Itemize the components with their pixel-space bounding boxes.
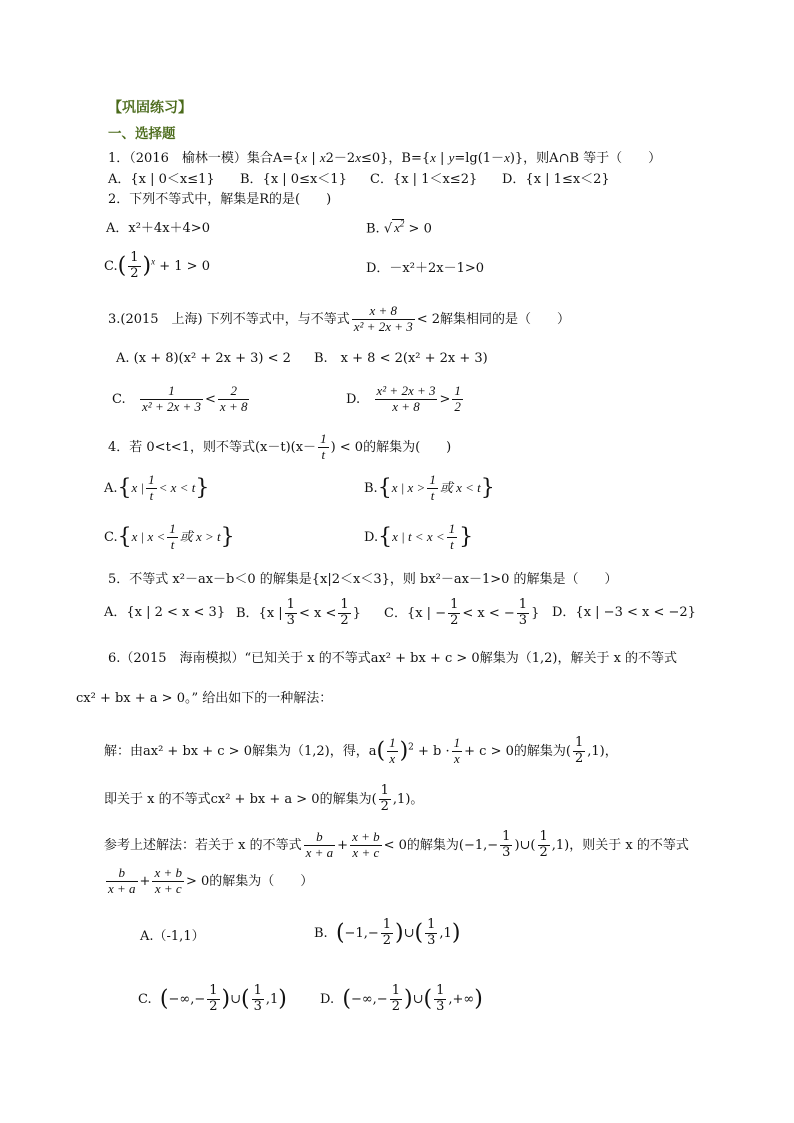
q3-stem: 3.(2015 上海) 下列不等式中，与不等式 $\frac{x + 8}{\text{x² + 2x + 3}}$ < 2解集相同的是（ ） [108, 303, 571, 334]
q4-option-b: B.{x | x > $\frac{1}{t}$ 或 x < t} [364, 472, 495, 503]
q2-option-a: A．x²＋4x＋4>0 [106, 221, 210, 236]
q5-option-a: A．{x | 2 < x < 3} [104, 605, 226, 620]
q5-option-b: B．{x | $\frac{1}{3}$ < x < $\frac{1}{2}$ } [236, 597, 361, 628]
q6-option-d: D. (−∞,− $\frac{1}{2}$ )∪( $\frac{1}{3}$ ,+∞) [320, 983, 483, 1014]
q1-option-d: D．{x | 1≤x＜2} [502, 172, 610, 187]
sqrt-x-squared: $x^2$ [394, 219, 405, 236]
q3-option-b: B. x + 8 < 2(x² + 2x + 3) [314, 351, 488, 366]
subsection-title: 一、选择题 [108, 126, 176, 142]
q4-option-a: A.{x | $\frac{1}{t}$ < x < t} [104, 472, 210, 503]
q2-option-c: C.( $\frac{1}{2}$ )$^x$ + 1 > 0 [104, 250, 210, 281]
q6-line2: cx² + bx + a > 0。” 给出如下的一种解法： [76, 691, 333, 706]
q6-option-a: A.（-1,1） [140, 929, 205, 944]
q3-option-a: A. (x + 8)(x² + 2x + 3) < 2 [116, 351, 291, 366]
q1-option-c: C．{x | 1＜x≤2} [370, 172, 478, 187]
q6-line4: 即关于 x 的不等式cx² + bx + a > 0的解集为( $\frac{1}{2}$ ,1)。 [104, 783, 424, 814]
q4-option-d: D.{x | t < x < $\frac{1}{t}$ } [364, 521, 474, 552]
section-title: 【巩固练习】 [108, 100, 192, 116]
q6-option-b: B. (−1,− $\frac{1}{2}$ )∪( $\frac{1}{3}$ ,1) [314, 917, 461, 948]
q3-option-c: C. $\frac{1}{\text{x² + 2x + 3}}$ < $\frac{2}{x + 8}$ [112, 383, 248, 414]
q6-option-c: C. (−∞,− $\frac{1}{2}$ )∪( $\frac{1}{3}$ ,1) [138, 983, 287, 1014]
q5-option-d: D．{x | −3 < x < −2} [552, 605, 696, 620]
q4-stem: 4．若 0<t<1，则不等式(x－t)(x－ $\frac{1}{t}$ ) < 0的解集为( ) [108, 431, 452, 462]
q3-option-d: D. $\frac{\text{x² + 2x + 3}}{x + 8}$ > $\frac{1}{2}$ [346, 383, 461, 414]
q2-stem: 2．下列不等式中，解集是R的是( ) [108, 192, 332, 207]
q1-option-a: A．{x | 0＜x≤1} [108, 172, 215, 187]
q6-line5: 参考上述解法：若关于 x 的不等式 $\frac{b}{x + a}$ + $\frac{x + b}{x + c}$ < 0的解集为(−1,− $\frac{1}{3}$ )∪( $\frac{1}{2}$ ,1)，则关于 x 的不等式 [104, 829, 689, 860]
q4-option-c: C.{x | x < $\frac{1}{t}$ 或 x > t} [104, 521, 235, 552]
q5-stem: 5．不等式 x²－ax－b＜0 的解集是{x|2＜x＜3}，则 bx²－ax－1>0 的解集是（ ） [108, 572, 618, 587]
q6-line6: $\frac{b}{x + a}$ + $\frac{x + b}{x + c}$ > 0的解集为（ ） [108, 865, 314, 896]
q1-stem: 1．（2016 榆林一模）集合A={x | x2－2x≤0}，B={x | y=lg(1－x)}，则A∩B 等于（ ） [108, 150, 662, 166]
q6-solution-line: 解：由ax² + bx + c > 0解集为（1,2)，得，a( $\frac{1}{x}$ )$^2$ + b · $\frac{1}{x}$ + c > 0的解集为( $\frac{1}{2}$ ,1)， [104, 735, 618, 766]
q1-option-b: B．{x | 0≤x＜1} [240, 172, 347, 187]
q2-option-d: D．－x²＋2x－1>0 [366, 261, 485, 276]
q6-line1: 6.（2015 海南模拟）“已知关于 x 的不等式ax² + bx + c > 0解集为（1,2)，解关于 x 的不等式 [108, 651, 678, 666]
q2-option-b: B. √ $x^2 > 0$ [366, 219, 432, 237]
q5-option-c: C．{x | − $\frac{1}{2}$ < x < − $\frac{1}{3}$ } [384, 597, 540, 628]
